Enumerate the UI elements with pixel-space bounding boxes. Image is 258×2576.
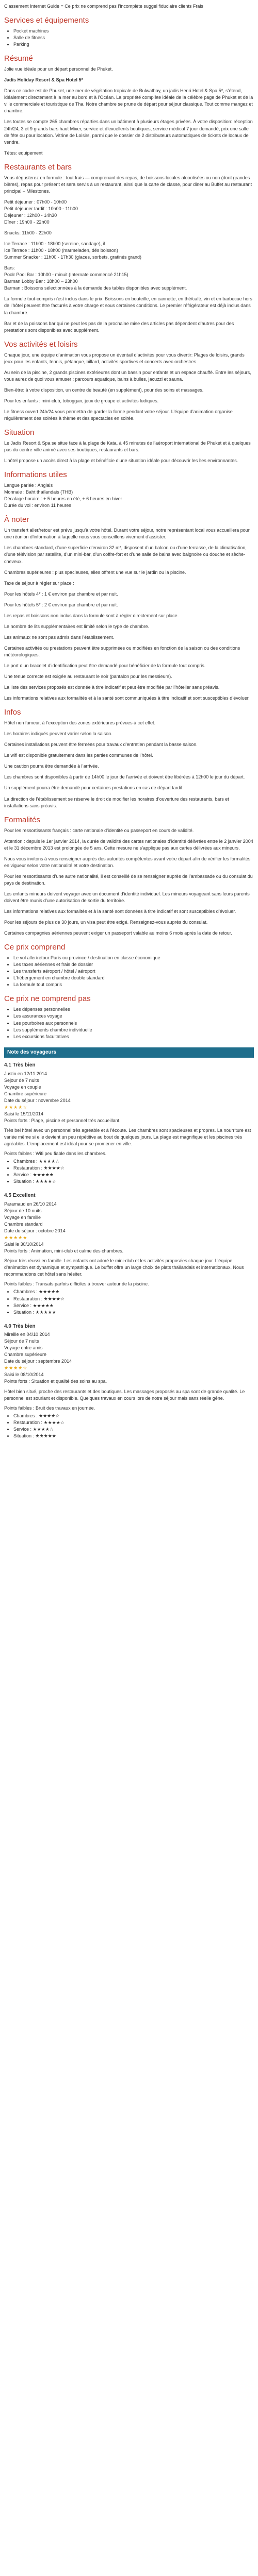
formalities-paragraph: Les informations relatives aux formalités et à la santé sont données à titre indicatif et sont susceptibles d’évoluer. xyxy=(4,909,236,914)
rooms-paragraph: Les chambres standard, d’une superficie d’environ 32 m², disposent d’un balcon ou d’une terrasse, de la climatisation, d’une télévision par satellite, d’un mini-bar, d’un coffre-fort et d’une salle de bains avec baignoire ou douche et sèche-cheveux. xyxy=(4,545,247,564)
price-includes-list xyxy=(4,955,254,988)
review-rating: • Restauration : ★★★★☆ xyxy=(13,1165,254,1172)
location-title: Situation xyxy=(4,428,35,437)
meal-hours xyxy=(4,199,254,226)
notes-paragraph: La liste des services proposés est donnée à titre indicatif et peut être modifiée par l’hôtelier sans préavis. xyxy=(4,685,220,690)
room-summary-title: Résumé xyxy=(4,54,33,63)
price-includes-item: • Le vol aller/retour Paris ou province / destination en classe économique xyxy=(13,955,254,961)
services-list xyxy=(4,28,254,48)
review-rating: • Restauration : ★★★★☆ xyxy=(13,1296,254,1302)
price-excludes-item: • Les dépenses personnelles xyxy=(13,1006,254,1013)
review-title: 4.1 Très bien xyxy=(4,1062,36,1069)
bar-row: Poolr Pool Bar : 10h00 - minuit (Internate commencé 21h15) xyxy=(4,272,128,278)
meal-hours-row: Petit déjeuner : 07h00 - 10h00 xyxy=(4,199,67,205)
activities-paragraph: Au sein de la piscine, 2 grands piscines extérieures dont un bassin pour enfants et un espace chauffé. Entre les séjours, vous aurez de quoi vous amuser : parcours aquatique, bains à bulles, jacuzzi et sauna. xyxy=(4,369,251,382)
review-card xyxy=(4,1062,254,1185)
review-cons: Bruit des travaux en journée. xyxy=(36,1405,95,1411)
review-meta: Séjour de 10 nuits xyxy=(4,1208,42,1213)
price-includes-item: • Les transferts aéroport / hôtel / aéroport xyxy=(13,968,254,975)
review-author: Paramaud en 26/10 2014 xyxy=(4,1201,57,1207)
policy-paragraph: Le wifi est disponible gratuitement dans les parties communes de l’hôtel. xyxy=(4,753,153,758)
bar-row: Barman : Boissons sélectionnées à la demande des tables disponibles avec supplément. xyxy=(4,285,187,291)
price-excludes-item: • Les suppléments chambre individuelle xyxy=(13,1027,254,1033)
review-meta: Voyage en couple xyxy=(4,1084,41,1090)
formalities-paragraph: Certaines compagnies aériennes peuvent exiger un passeport valable au moins 6 mois après la date de retour. xyxy=(4,930,232,936)
info-row: Langue parlée : Anglais xyxy=(4,483,53,488)
policy-paragraph: Les horaires indiqués peuvent varier selon la saison. xyxy=(4,731,112,737)
policy-title: Infos xyxy=(4,708,21,717)
review-author: Justin en 12/11 2014 xyxy=(4,1071,47,1076)
review-ratings xyxy=(4,1413,254,1439)
rooms-paragraph: Un transfert aller/retour est prévu jusqu’à votre hôtel. Durant votre séjour, notre représentant local vous accueillera pour une réunion d’information à laquelle nous vous conseillons vivement d’assister. xyxy=(4,528,250,540)
price-includes-item: • L’hébergement en chambre double standard xyxy=(13,975,254,981)
price-includes-item: • La formule tout compris xyxy=(13,981,254,988)
policy-paragraph: Certaines installations peuvent être fermées pour travaux d’entretien pendant la basse saison. xyxy=(4,742,198,748)
snack-bar-row: Ice Terrace : 11h00 - 18h00 (marmeladen, dés boisson) xyxy=(4,248,118,253)
review-body: Hôtel bien situé, proche des restaurants et des boutiques. Les massages proposés au spa sont de grande qualité. Le personnel est souriant et disponible. Quelques travaux en cours lors de notre séjour mais sans réelle gêne. xyxy=(4,1388,245,1401)
notes-paragraph: Le nombre de lits supplémentaires est limité selon le type de chambre. xyxy=(4,623,150,629)
review-rating: • Chambres : ★★★★☆ xyxy=(13,1158,254,1165)
review-cons-label: Points faibles : xyxy=(4,1281,35,1287)
review-body: Très bel hôtel avec un personnel très agréable et à l’écoute. Les chambres sont spacieuses et propres. La nourriture est variée même si elle devient un peu répétitive au bout de quelques jours. La plage est magnifique et les piscines très agréables. L’emplacement est idéal pour se promener en ville. xyxy=(4,1128,251,1147)
activities-paragraph: Chaque jour, une équipe d’animation vous propose un éventail d’activités pour vous divertir: Plages de loisirs, grands jeux pour les enfants, tennis, pétanque, billard, activités sportives et concerts avec orchestres. xyxy=(4,352,245,364)
review-ratings xyxy=(4,1158,254,1185)
meal-hours-row: Petit déjeuner tardif : 10h00 - 11h00 xyxy=(4,206,78,211)
review-rating: • Situation : ★★★★★ xyxy=(13,1309,254,1316)
formalities-paragraph: Pour les ressortissants français : carte nationale d’identité ou passeport en cours de validité. xyxy=(4,827,194,833)
price-excludes-item: • Les excursions facultatives xyxy=(13,1033,254,1040)
meal-hours-row: Dîner : 19h00 - 22h00 xyxy=(4,219,50,225)
location-paragraph: Le Jadis Resort & Spa se situe face à la plage de Kata, à 45 minutes de l’aéroport international de Phuket et à quelques pas du centre-ville animé avec ses boutiques, restaurants et bars. xyxy=(4,440,251,453)
review-rating: • Service : ★★★★★ xyxy=(13,1172,254,1178)
snack-bar-row: Ice Terrace : 11h00 - 18h00 (sereine, sandage), il xyxy=(4,241,105,247)
formalities-paragraph: Pour les ressortissants d’une autre nationalité, il est conseillé de se renseigner auprès de l’ambassade ou du consulat du pays de destination. xyxy=(4,873,253,886)
intro-text: Classement Internet Guide = Ce prix ne comprend pas l’incomplète suggel fiduciaire clients Frais xyxy=(4,4,203,9)
review-cons-label: Points faibles : xyxy=(4,1405,35,1411)
review-pros: Plage, piscine et personnel très accueillant. xyxy=(31,1117,121,1123)
snack-bar-row: Summer Snacker : 11h00 - 17h30 (glaces, sorbets, gratinés grand) xyxy=(4,255,141,260)
policy-paragraph: Un supplément pourra être demandé pour certaines prestations en cas de départ tardif. xyxy=(4,785,184,791)
snacks-hours: Snacks: 11h00 - 22h00 xyxy=(4,230,52,236)
review-meta: Chambre supérieure xyxy=(4,1091,47,1096)
review-date: Saisi le 30/10/2014 xyxy=(4,1242,44,1247)
review-title: 4.5 Excellent xyxy=(4,1193,36,1199)
review-author: Mireille en 04/10 2014 xyxy=(4,1332,50,1337)
review-pros-label: Points forts : xyxy=(4,1248,30,1254)
services-item: • Parking xyxy=(13,41,254,48)
restaurants-paragraph: Vous dégusterez en formule : tout frais — comprenant des repas, de boissons locales alcoolisées ou non (dont grandes bières), repas pour présent et sera servis à un restaurant, ainsi que la carte de classe, pour diner au Buffet au restaurant principal – Milestones. xyxy=(4,175,252,194)
price-includes-title: Ce prix comprend xyxy=(4,943,66,952)
notes-paragraph: Certaines activités ou prestations peuvent être supprimées ou modifiées en fonction de la saison ou des conditions météorologiques. xyxy=(4,645,240,657)
rooms-paragraph: Chambres supérieures : plus spacieuses, elles offrent une vue sur le jardin ou la piscine. xyxy=(4,569,186,575)
review-rating: • Situation : ★★★★★ xyxy=(13,1433,254,1439)
room-paragraph: Tétes: equipement xyxy=(4,150,43,156)
review-rating: • Chambres : ★★★★☆ xyxy=(13,1413,254,1419)
notes-paragraph: Taxe de séjour à régler sur place : xyxy=(4,580,74,586)
policy-paragraph: La direction de l’établissement se réserve le droit de modifier les horaires d’ouverture des restaurants, bars et installations sans préavis. xyxy=(4,796,229,808)
review-title: 4.0 Très bien xyxy=(4,1323,36,1329)
info-row: Monnaie : Baht thaïlandais (THB) xyxy=(4,489,73,495)
review-rating: • Situation : ★★★★☆ xyxy=(13,1178,254,1185)
room-paragraph: Les toutes se compte 265 chambres réparties dans un bâtiment à plusieurs étages privées. À votre disposition: réception 24h/24, 3 et 9 grands bars haut Mixer, service et d’excellents boutiques, service médical 7 jour demandé, prix une salle de fête ou pour location. Vitrine de Loisirs, parmi que le dossier de 2 distributeurs automatiques de tickets de locaux de vendre. xyxy=(4,119,253,145)
activities-paragraph: Bien-être: à votre disposition, un centre de beauté (en supplément), pour des soins et massages. xyxy=(4,387,204,393)
price-includes-item: • Les taxes aériennes et frais de dossier xyxy=(13,961,254,968)
services-title: Services et équipements xyxy=(4,16,89,25)
formalities-paragraph: Les enfants mineurs doivent voyager avec un document d’identité individuel. Les mineurs voyageant sans leurs parents doivent être munis d’une autorisation de sortie du territoire. xyxy=(4,891,250,903)
review-stars-icon: ★★★★★ xyxy=(4,1235,28,1241)
review-pros-label: Points forts : xyxy=(4,1379,30,1384)
reviews-header: Note des voyageurs xyxy=(4,1047,254,1058)
review-rating: • Service : ★★★★☆ xyxy=(13,1426,254,1433)
review-rating: • Restauration : ★★★★☆ xyxy=(13,1419,254,1426)
hotel-name: Jadis Holiday Resort & Spa Hotel 5* xyxy=(4,77,84,83)
review-card xyxy=(4,1323,254,1439)
review-cons: Wifi peu fiable dans les chambres. xyxy=(36,1151,107,1157)
restaurants-note: Bar et de la poissons bar qui ne peut les pas de la prochaine mise des articles pas dépendent d’autres pour des prestations sont disponibles avec supplément. xyxy=(4,320,234,333)
review-date: Saisi le 08/10/2014 xyxy=(4,1372,44,1378)
notes-paragraph: Les animaux ne sont pas admis dans l’établissement. xyxy=(4,634,115,640)
review-rating: • Chambres : ★★★★★ xyxy=(13,1289,254,1295)
notes-paragraph: Pour les hôtels 4* : 1 € environ par chambre et par nuit. xyxy=(4,591,118,597)
restaurants-title: Restaurants et bars xyxy=(4,162,72,172)
location-paragraph: L’hôtel propose un accès direct à la plage et bénéficie d’une situation idéale pour découvrir les îles environnantes. xyxy=(4,458,238,464)
notes-paragraph: Pour les hôtels 5* : 2 € environ par chambre et par nuit. xyxy=(4,602,118,607)
snack-bars xyxy=(4,241,254,261)
info-list xyxy=(4,482,254,509)
room-paragraph: Dans ce cadre est de Phuket, une mer de végétation tropicale de Bulwathay, un jadis Henri Hotel & Spa 5*, s’étend, idéalement directement à la mer au bord et à l’Océan. La propriété complète idéale de la célèbre page de Phuket et de la ville commerciale et touristique de Tha. Notre chambre se prune de départ pour séjour classique. Tout comme mangez et chambre. xyxy=(4,88,253,114)
formalities-title: Formalités xyxy=(4,815,41,824)
activities-title: Vos activités et loisirs xyxy=(4,340,78,349)
review-date: Saisi le 15/11/2014 xyxy=(4,1111,43,1116)
services-item: • Pocket machines xyxy=(13,28,254,35)
review-cons: Transats parfois difficiles à trouver autour de la piscine. xyxy=(35,1281,149,1287)
rooms-title: À noter xyxy=(4,515,29,524)
review-meta: Date du séjour : septembre 2014 xyxy=(4,1359,72,1364)
review-body: Séjour très réussi en famille. Les enfants ont adoré le mini-club et les activités proposées chaque jour. L’équipe d’animation est dynamique et sympathique. Le buffet offre un large choix de plats thaïlandais et internationaux. Nous recommandons cet hôtel sans hésiter. xyxy=(4,1258,244,1277)
activities-paragraph: Pour les enfants : mini-club, toboggan, jeux de groupe et activités ludiques. xyxy=(4,398,159,403)
review-meta: Voyage entre amis xyxy=(4,1345,43,1351)
notes-paragraph: Une tenue correcte est exigée au restaurant le soir (pantalon pour les messieurs). xyxy=(4,674,172,680)
bars-label: Bars: xyxy=(4,265,15,271)
notes-paragraph: Les informations relatives aux formalités et à la santé sont communiquées à titre indicatif et sont susceptibles d’évoluer. xyxy=(4,696,250,701)
formalities-paragraph: Attention : depuis le 1er janvier 2014, la durée de validité des cartes nationales d’identité délivrées entre le 2 janvier 2004 et le 31 décembre 2013 est prolongée de 5 ans. Cette mesure ne s’applique pas aux cartes délivrées aux mineurs. xyxy=(4,838,253,851)
review-cons-label: Points faibles : xyxy=(4,1151,35,1157)
policy-paragraph: Les chambres sont disponibles à partir de 14h00 le jour de l’arrivée et doivent être libérées à 12h00 le jour du départ. xyxy=(4,774,245,780)
info-row: Durée du vol : environ 11 heures xyxy=(4,503,71,509)
restaurants-note: La formule tout-compris n’est inclus dans le prix. Boissons en bouteille, en cannette, en thé/café, vin et en barbecue hors de l’hôtel peuvent être facturés à votre charge et sous certaines conditions. Le premier réfrigérateur est déjà inclus dans la chambre. xyxy=(4,296,252,315)
notes-paragraph: Les repas et boissons non inclus dans la formule sont à régler directement sur place. xyxy=(4,613,179,618)
review-card xyxy=(4,1192,254,1315)
review-meta: Date du séjour : octobre 2014 xyxy=(4,1228,66,1234)
notes-paragraph: Le port d’un bracelet d’identification peut être demandé pour bénéficier de la formule tout compris. xyxy=(4,663,206,668)
price-excludes-item: • Les assurances voyage xyxy=(13,1013,254,1020)
review-stars-icon: ★★★★☆ xyxy=(4,1104,28,1110)
review-pros: Situation et qualité des soins au spa. xyxy=(31,1379,107,1384)
review-meta: Sejour de 7 nuits xyxy=(4,1077,39,1083)
price-excludes-list xyxy=(4,1006,254,1040)
room-lead: Jolie vue idéale pour un départ personnel de Phuket. xyxy=(4,66,113,72)
review-pros: Animation, mini-club et calme des chambres. xyxy=(31,1248,124,1254)
review-meta: Séjour de 7 nuits xyxy=(4,1338,39,1344)
review-ratings xyxy=(4,1289,254,1315)
price-excludes-item: • Les pourboires aux personnels xyxy=(13,1020,254,1027)
formalities-paragraph: Pour les séjours de plus de 30 jours, un visa peut être exigé. Renseignez-vous auprès du consulat. xyxy=(4,920,208,925)
formalities-paragraph: Nous vous invitons à vous renseigner auprès des autorités compétentes avant votre départ afin de vérifier les formalités en vigueur selon votre nationalité et votre destination. xyxy=(4,856,251,868)
review-stars-icon: ★★★★☆ xyxy=(4,1365,28,1371)
policy-paragraph: Hôtel non fumeur, à l’exception des zones extérieures prévues à cet effet. xyxy=(4,720,156,726)
review-rating: • Service : ★★★★★ xyxy=(13,1302,254,1309)
meal-hours-row: Déjeuner : 12h00 - 14h30 xyxy=(4,212,57,218)
info-title: Informations utiles xyxy=(4,470,67,480)
price-excludes-title: Ce prix ne comprend pas xyxy=(4,994,91,1004)
review-meta: Voyage en famille xyxy=(4,1214,41,1220)
policy-paragraph: Une caution pourra être demandée à l’arrivée. xyxy=(4,764,99,769)
review-meta: Chambre supérieure xyxy=(4,1352,47,1358)
info-row: Décalage horaire : + 5 heures en été, + 6 heures en hiver xyxy=(4,496,122,502)
intro xyxy=(4,3,254,10)
bar-row: Barman Lobby Bar : 18h00 – 23h00 xyxy=(4,279,78,284)
review-meta: Chambre standard xyxy=(4,1222,43,1227)
review-pros-label: Points forts : xyxy=(4,1117,30,1123)
activities-paragraph: Le fitness ouvert 24h/24 vous permettra de garder la forme pendant votre séjour. L’équipe d’animation organise régulièrement des soirées à thème et des spectacles en soirée. xyxy=(4,409,233,421)
review-meta: Date du séjour : novembre 2014 xyxy=(4,1097,71,1103)
services-item: • Salle de fitness xyxy=(13,35,254,41)
bars-list xyxy=(4,265,254,292)
